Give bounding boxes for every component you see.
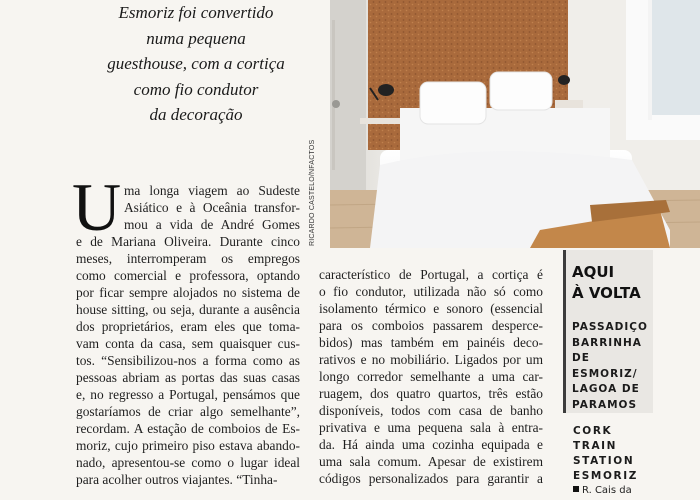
text-line: característico de Portugal, a cortiça é [319,267,543,282]
sidebar-subtitle [572,320,648,413]
text-line: isolamento térmico e sonoro (essencial [319,301,543,316]
text-line: códigos personalizados para garantir a [319,471,543,486]
sidebar-second-entry [566,424,656,498]
pull-quote [76,0,316,128]
sidebar-title-line: AQUI [572,263,615,281]
text-line: como comercial e professora, optando [76,268,300,283]
text-line: ruagem, dos quatro quartos, três estão [319,386,543,401]
sidebar-second-title [566,424,656,484]
text-line: uma sala comum. Apesar de existirem [319,454,543,469]
sidebar-subtitle-line: DE [572,352,590,364]
text-line: tos. “Sensibilizou-nos a forma como as [76,353,300,368]
pull-quote-line: Esmoriz foi convertido [118,3,274,22]
sidebar-subtitle-line: PARAMOS [572,398,638,411]
text-line: privativa e uma pequena sala à entra- [319,420,543,435]
pull-quote-line: numa pequena [146,28,246,48]
article-column-2 [319,266,543,487]
text-line: Asiático e à Oceânia transfor- [124,200,300,215]
sidebar-second-title-line: TRAIN [573,440,618,452]
sidebar-box [563,250,653,413]
pull-quote-line: da decoração [149,105,243,124]
text-line: gostaríamos de criar algo semelhante”, [76,404,300,419]
text-line: nado, apresentou-se como o lugar ideal [76,455,300,470]
text-line: bidos) mas também em painéis deco- [319,335,543,350]
text-line: vam conta da casa, sem quaisquer cus- [76,336,300,351]
drop-cap: U [72,169,122,245]
text-line: pessoas abriam as portas das suas casas [76,370,300,385]
text-line: e, no regresso a Portugal, pensámos que [76,387,300,402]
text-line: recordam. A estação de comboios de Es- [76,421,300,436]
sidebar-subtitle-line: ESMORIZ/ [572,367,638,380]
sidebar-title [572,262,641,304]
photo-credit: RICARDO CASTELO/NFACTOS [309,139,316,246]
pull-quote-line: guesthouse, com a cortiça [107,54,285,73]
article-column-1 [76,182,300,488]
text-line: dos proprietários, eram eles que toma- [76,319,300,334]
bedroom-photo [330,0,700,248]
text-line: longo corredor semelhante a uma car- [319,369,543,384]
text-line: o fio condutor, utilizada não só como [319,284,543,299]
text-line: rativos e no mobiliário. Ligados por um [319,352,543,367]
sidebar-subtitle-line: LAGOA DE [572,383,640,395]
text-line: house sitting, ou seja, durante a ausência [76,302,300,317]
pull-quote-line: como fio condutor [133,79,259,99]
sidebar-second-title-line: ESMORIZ [573,470,638,482]
sidebar-second-title-line: CORK [573,425,613,437]
text-line: mou a vida de André Gomes [124,217,300,232]
text-line: para os comboios passarem desperce- [319,318,543,333]
text-line: ma longa viagem ao Sudeste [124,183,300,198]
bedroom-illustration [330,0,700,248]
sidebar-second-title-line: STATION [573,455,635,467]
text-line: da. Há ainda uma cozinha equipada e [319,437,543,452]
text-line: meses, interromperam os empregos [76,251,300,266]
sidebar-address: R. Cais da [566,484,656,498]
text-line: e de Mariana Oliveira. Durante cinco [76,234,300,249]
text-line: por ficar sempre alojados no sistema de [76,285,300,300]
text-line: moriz, cujo primeiro piso estava abando- [76,438,300,453]
sidebar-title-line: À VOLTA [572,284,641,302]
text-line: para acolher outros viajantes. “Tinha- [76,472,278,487]
sidebar-subtitle-line: PASSADIÇO [572,321,648,333]
sidebar-subtitle-line: BARRINHA [572,336,642,349]
text-line: disponíveis, todos com casa de banho [319,403,543,418]
